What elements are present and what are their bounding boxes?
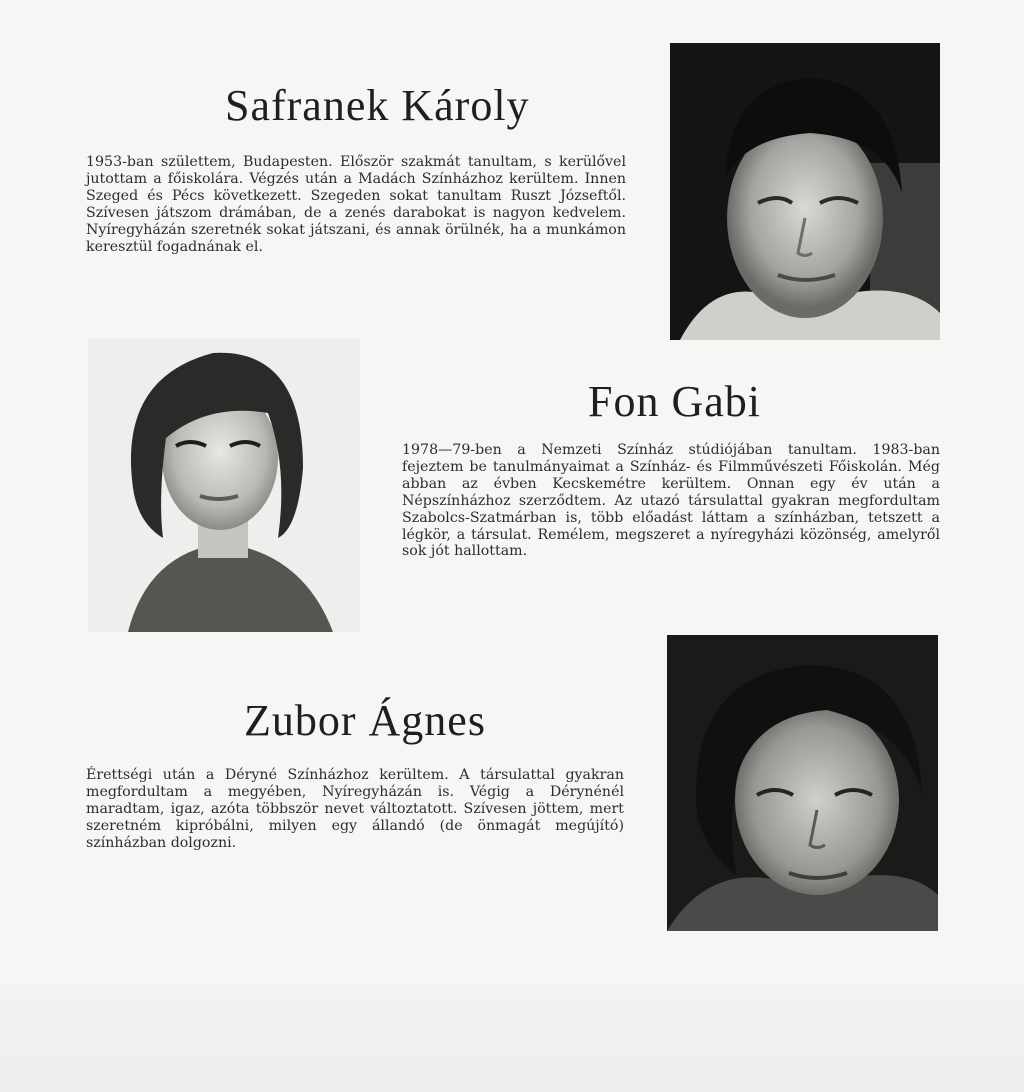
scan-bottom-band bbox=[0, 984, 1024, 1092]
profile-bio-fon: 1978—79-ben a Nemzeti Színház stúdiójában tanultam. 1983-ban fejeztem be tanulmányaimat a Színház- és Filmművészeti Főiskolán. Még abban az évben Kecskemétre kerültem. Onnan egy év után a Népszínházhoz szerződtem. Az utazó társulattal gyakran megfordultam Szabolcs-Szatmárban is, több előadást láttam a színházban, tetszett a légkör, a társulat. Remélem, megszeret a nyíregyházi közönség, amelyről sok jót hallottam. bbox=[402, 442, 940, 560]
portrait-photo-fon bbox=[88, 338, 360, 632]
profile-name-fon: Fon Gabi bbox=[588, 377, 761, 426]
profile-name-safranek: Safranek Károly bbox=[225, 81, 530, 130]
profile-bio-zubor: Érettségi után a Déryné Színházhoz kerültem. A társulattal gyakran megfordultam a megyében, Nyíregyházán is. Végig a Dérynénél maradtam, igaz, azóta többször nevet változtatott. Szívesen jöttem, mert szeretném kipróbálni, milyen egy állandó (de önmagát megújító) színházban dolgozni. bbox=[86, 767, 624, 851]
portrait-photo-zubor bbox=[667, 635, 938, 931]
profile-bio-safranek: 1953-ban születtem, Budapesten. Először szakmát tanultam, s kerülővel jutottam a főiskolára. Végzés után a Madách Színházhoz kerültem. Innen Szeged és Pécs következett. Szegeden sokat tanultam Ruszt Józseftől. Szívesen játszom drámában, de a zenés darabokat is nagyon kedvelem. Nyíregyházán szeretnék sokat játszani, és annak örülnék, ha a munkámon keresztül fogadnának el. bbox=[86, 154, 626, 255]
portrait-photo-safranek bbox=[670, 43, 940, 340]
profile-name-zubor: Zubor Ágnes bbox=[244, 696, 486, 745]
